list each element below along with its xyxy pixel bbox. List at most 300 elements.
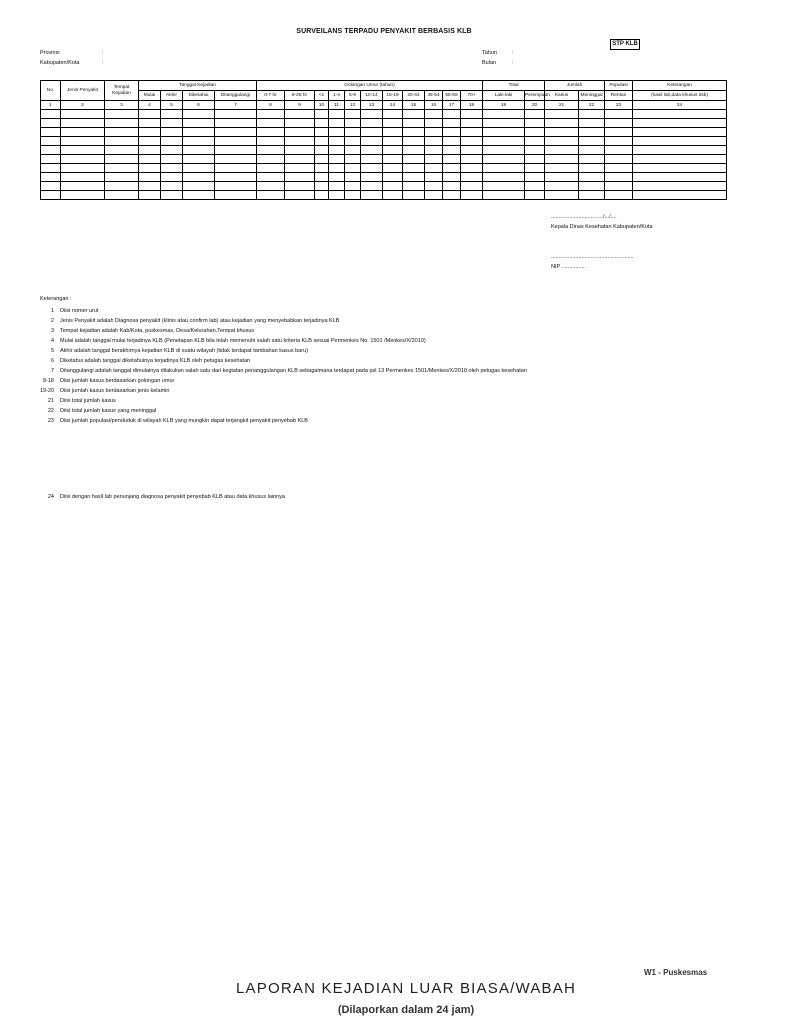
table-cell[interactable] [345, 191, 361, 200]
table-cell[interactable] [285, 155, 315, 164]
table-cell[interactable] [633, 110, 727, 119]
table-cell[interactable] [315, 119, 329, 128]
table-cell[interactable] [315, 164, 329, 173]
table-cell[interactable] [403, 155, 425, 164]
table-cell[interactable] [183, 155, 215, 164]
table-cell[interactable] [257, 164, 285, 173]
table-cell[interactable] [579, 110, 605, 119]
table-cell[interactable] [329, 119, 345, 128]
table-cell[interactable] [461, 146, 483, 155]
table-cell[interactable] [329, 164, 345, 173]
table-cell[interactable] [361, 146, 383, 155]
table-cell[interactable] [483, 119, 525, 128]
table-cell[interactable] [525, 146, 545, 155]
table-cell[interactable] [461, 164, 483, 173]
table-cell[interactable] [633, 191, 727, 200]
sub-age: 45-54 [425, 91, 443, 101]
table-cell[interactable] [525, 173, 545, 182]
table-cell[interactable] [105, 155, 139, 164]
table-cell[interactable] [183, 128, 215, 137]
table-cell[interactable] [525, 191, 545, 200]
table-cell[interactable] [257, 119, 285, 128]
table-cell[interactable] [105, 137, 139, 146]
table-cell[interactable] [579, 173, 605, 182]
table-cell[interactable] [61, 146, 105, 155]
table-cell[interactable] [285, 128, 315, 137]
table-cell[interactable] [425, 128, 443, 137]
table-cell[interactable] [139, 110, 161, 119]
column-number-cell: 24 [633, 101, 727, 110]
table-cell[interactable] [183, 110, 215, 119]
table-cell[interactable] [285, 137, 315, 146]
table-cell[interactable] [345, 128, 361, 137]
table-cell[interactable] [425, 182, 443, 191]
table-cell[interactable] [579, 182, 605, 191]
table-cell[interactable] [383, 128, 403, 137]
klb-report-table [40, 80, 727, 200]
column-number-cell: 14 [383, 101, 403, 110]
table-cell[interactable] [315, 173, 329, 182]
bulan-label: Bulan [482, 60, 497, 66]
table-cell[interactable] [525, 155, 545, 164]
table-cell[interactable] [633, 137, 727, 146]
table-cell[interactable] [403, 173, 425, 182]
table-cell[interactable] [285, 164, 315, 173]
table-body [41, 110, 727, 200]
table-cell[interactable] [139, 128, 161, 137]
table-cell[interactable] [285, 173, 315, 182]
table-cell[interactable] [403, 182, 425, 191]
table-cell[interactable] [361, 191, 383, 200]
table-cell[interactable] [361, 128, 383, 137]
table-cell[interactable] [257, 128, 285, 137]
table-cell[interactable] [545, 191, 579, 200]
table-cell[interactable] [579, 164, 605, 173]
table-cell[interactable] [633, 128, 727, 137]
table-cell[interactable] [329, 137, 345, 146]
table-cell[interactable] [161, 119, 183, 128]
col-total-header: Total [483, 81, 545, 91]
table-cell[interactable] [483, 155, 525, 164]
table-cell[interactable] [605, 173, 633, 182]
note-item [40, 368, 527, 374]
table-cell[interactable] [403, 191, 425, 200]
kabupaten-label: Kabupaten/Kota [40, 60, 80, 66]
table-cell[interactable] [483, 146, 525, 155]
table-cell[interactable] [41, 182, 61, 191]
table-cell[interactable] [41, 155, 61, 164]
sub-rentan: Rentan [605, 91, 633, 101]
table-cell[interactable] [361, 110, 383, 119]
note-text: Diisi total jumlah kasus [60, 398, 116, 404]
table-cell[interactable] [633, 173, 727, 182]
table-cell[interactable] [545, 155, 579, 164]
table-cell[interactable] [315, 146, 329, 155]
table-cell[interactable] [605, 191, 633, 200]
table-cell[interactable] [605, 164, 633, 173]
table-cell[interactable] [605, 110, 633, 119]
table-cell[interactable] [61, 182, 105, 191]
table-cell[interactable] [403, 119, 425, 128]
table-cell[interactable] [215, 164, 257, 173]
table-cell[interactable] [633, 164, 727, 173]
table-cell[interactable] [215, 110, 257, 119]
table-cell[interactable] [483, 128, 525, 137]
column-number-cell: 13 [361, 101, 383, 110]
table-cell[interactable] [105, 173, 139, 182]
table-cell[interactable] [315, 182, 329, 191]
table-cell[interactable] [383, 173, 403, 182]
table-cell[interactable] [41, 173, 61, 182]
table-cell[interactable] [329, 155, 345, 164]
provinsi-colon: : [102, 50, 104, 56]
table-cell[interactable] [579, 191, 605, 200]
table-cell[interactable] [315, 128, 329, 137]
table-cell[interactable] [183, 137, 215, 146]
form-code-badge: STP KLB [610, 39, 640, 50]
table-cell[interactable] [605, 137, 633, 146]
table-row [41, 110, 727, 119]
table-cell[interactable] [257, 110, 285, 119]
table-cell[interactable] [41, 119, 61, 128]
note-item [40, 388, 169, 394]
table-cell[interactable] [461, 182, 483, 191]
notes-heading: Keterangan : [40, 296, 72, 302]
table-cell[interactable] [525, 137, 545, 146]
table-cell[interactable] [139, 155, 161, 164]
table-cell[interactable] [61, 137, 105, 146]
table-cell[interactable] [183, 119, 215, 128]
table-cell[interactable] [545, 182, 579, 191]
table-cell[interactable] [257, 155, 285, 164]
table-cell[interactable] [41, 164, 61, 173]
table-cell[interactable] [215, 119, 257, 128]
table-cell[interactable] [545, 146, 579, 155]
table-cell[interactable] [285, 119, 315, 128]
note-number: 5 [50, 348, 54, 354]
table-cell[interactable] [461, 137, 483, 146]
table-cell[interactable] [105, 119, 139, 128]
table-cell[interactable] [285, 182, 315, 191]
table-cell[interactable] [579, 155, 605, 164]
table-cell[interactable] [161, 173, 183, 182]
table-cell[interactable] [525, 128, 545, 137]
table-cell[interactable] [361, 155, 383, 164]
sub-diketahui: Diketahui [183, 91, 215, 101]
table-cell[interactable] [161, 164, 183, 173]
table-cell[interactable] [285, 146, 315, 155]
table-cell[interactable] [329, 110, 345, 119]
table-cell[interactable] [483, 110, 525, 119]
col-keterangan-header: Keterangan [633, 81, 727, 91]
table-cell[interactable] [315, 110, 329, 119]
table-cell[interactable] [105, 146, 139, 155]
table-cell[interactable] [61, 119, 105, 128]
table-cell[interactable] [139, 119, 161, 128]
column-number-cell: 4 [139, 101, 161, 110]
table-cell[interactable] [215, 146, 257, 155]
table-cell[interactable] [345, 164, 361, 173]
note-text: Diisi total jumlah kasus yang meninggal [60, 408, 157, 414]
table-cell[interactable] [579, 119, 605, 128]
table-cell[interactable] [383, 146, 403, 155]
table-cell[interactable] [61, 155, 105, 164]
table-header-row-1 [41, 81, 727, 91]
table-cell[interactable] [383, 182, 403, 191]
table-cell[interactable] [183, 146, 215, 155]
table-cell[interactable] [483, 182, 525, 191]
sub-age: 70+ [461, 91, 483, 101]
table-cell[interactable] [383, 164, 403, 173]
table-cell[interactable] [183, 173, 215, 182]
column-number-cell: 16 [425, 101, 443, 110]
table-row [41, 191, 727, 200]
table-cell[interactable] [545, 110, 579, 119]
table-cell[interactable] [545, 128, 579, 137]
table-cell[interactable] [215, 191, 257, 200]
table-row [41, 128, 727, 137]
table-cell[interactable] [139, 191, 161, 200]
table-cell[interactable] [579, 128, 605, 137]
table-cell[interactable] [525, 119, 545, 128]
table-cell[interactable] [443, 119, 461, 128]
table-cell[interactable] [329, 182, 345, 191]
table-cell[interactable] [161, 191, 183, 200]
note-text: Diisi dengan hasil lab penunjang diagnosa penyakit penyebab KLB atau data khusus lainnya [60, 494, 286, 500]
table-cell[interactable] [161, 110, 183, 119]
table-cell[interactable] [443, 191, 461, 200]
table-cell[interactable] [443, 155, 461, 164]
table-cell[interactable] [443, 164, 461, 173]
table-cell[interactable] [425, 155, 443, 164]
table-cell[interactable] [545, 119, 579, 128]
table-cell[interactable] [545, 173, 579, 182]
table-cell[interactable] [345, 137, 361, 146]
note-text: Jenis Penyakit adalah Diagnosa penyakit (klinis atau confirm lab) atau kejadian yang menyebabkan terjadinya KLB [60, 318, 340, 324]
table-cell[interactable] [545, 137, 579, 146]
table-cell[interactable] [383, 119, 403, 128]
table-cell[interactable] [345, 173, 361, 182]
table-cell[interactable] [383, 137, 403, 146]
table-cell[interactable] [525, 164, 545, 173]
table-cell[interactable] [215, 128, 257, 137]
table-cell[interactable] [257, 137, 285, 146]
table-cell[interactable] [361, 164, 383, 173]
table-cell[interactable] [345, 155, 361, 164]
note-number: 19-20 [40, 388, 55, 394]
table-cell[interactable] [183, 164, 215, 173]
table-cell[interactable] [361, 173, 383, 182]
sub-age: 20-44 [403, 91, 425, 101]
table-row [41, 173, 727, 182]
sub-age: 8-28 hr [285, 91, 315, 101]
table-cell[interactable] [403, 128, 425, 137]
table-cell[interactable] [425, 110, 443, 119]
table-cell[interactable] [443, 128, 461, 137]
table-cell[interactable] [139, 164, 161, 173]
sub-age: 5-9 [345, 91, 361, 101]
table-cell[interactable] [633, 119, 727, 128]
note-number: 21 [47, 398, 54, 404]
table-cell[interactable] [403, 164, 425, 173]
table-cell[interactable] [215, 182, 257, 191]
note-text: Tempat kejadian adalah Kab/Kota, puskesmas, Desa/Kelurahan,Tempat khusus [60, 328, 255, 334]
table-cell[interactable] [545, 164, 579, 173]
table-cell[interactable] [315, 155, 329, 164]
table-cell[interactable] [315, 191, 329, 200]
table-cell[interactable] [483, 137, 525, 146]
table-cell[interactable] [139, 146, 161, 155]
table-cell[interactable] [605, 119, 633, 128]
table-cell[interactable] [443, 182, 461, 191]
table-cell[interactable] [425, 137, 443, 146]
table-cell[interactable] [345, 146, 361, 155]
table-cell[interactable] [345, 119, 361, 128]
table-cell[interactable] [579, 146, 605, 155]
table-cell[interactable] [315, 137, 329, 146]
table-cell[interactable] [461, 191, 483, 200]
table-cell[interactable] [183, 191, 215, 200]
table-cell[interactable] [61, 191, 105, 200]
table-cell[interactable] [461, 128, 483, 137]
table-cell[interactable] [161, 155, 183, 164]
note-text: Mulai adalah tanggal mulai terjadinya KLB (Penetapan KLB bila telah memenuhi salah satu kriteria KLB sesuai Permenkes No. 1501 /Menkes/X/2010) [60, 338, 426, 344]
table-cell[interactable] [461, 173, 483, 182]
table-cell[interactable] [383, 191, 403, 200]
note-number: 1 [50, 308, 54, 314]
table-cell[interactable] [215, 173, 257, 182]
table-cell[interactable] [41, 128, 61, 137]
table-cell[interactable] [579, 137, 605, 146]
table-cell[interactable] [329, 173, 345, 182]
table-cell[interactable] [257, 191, 285, 200]
table-cell[interactable] [105, 191, 139, 200]
table-cell[interactable] [161, 182, 183, 191]
sub-meninggal: Meninggal [579, 91, 605, 101]
table-cell[interactable] [41, 110, 61, 119]
table-cell[interactable] [383, 110, 403, 119]
table-cell[interactable] [443, 146, 461, 155]
table-cell[interactable] [461, 155, 483, 164]
table-cell[interactable] [361, 119, 383, 128]
table-cell[interactable] [285, 191, 315, 200]
table-cell[interactable] [633, 146, 727, 155]
table-cell[interactable] [61, 173, 105, 182]
table-cell[interactable] [329, 128, 345, 137]
table-cell[interactable] [161, 137, 183, 146]
table-cell[interactable] [461, 110, 483, 119]
table-cell[interactable] [105, 182, 139, 191]
table-cell[interactable] [443, 137, 461, 146]
table-cell[interactable] [425, 119, 443, 128]
table-cell[interactable] [257, 146, 285, 155]
table-cell[interactable] [361, 182, 383, 191]
table-cell[interactable] [605, 155, 633, 164]
table-cell[interactable] [403, 110, 425, 119]
sub-age: 15-19 [383, 91, 403, 101]
table-cell[interactable] [139, 182, 161, 191]
table-cell[interactable] [41, 146, 61, 155]
table-cell[interactable] [215, 155, 257, 164]
table-cell[interactable] [257, 173, 285, 182]
table-row [41, 146, 727, 155]
table-cell[interactable] [345, 182, 361, 191]
table-cell[interactable] [139, 137, 161, 146]
table-cell[interactable] [525, 110, 545, 119]
table-cell[interactable] [105, 164, 139, 173]
table-cell[interactable] [329, 191, 345, 200]
table-cell[interactable] [443, 173, 461, 182]
table-cell[interactable] [483, 164, 525, 173]
note-text: Akhir adalah tanggal berakhirnya kejadian KLB di suatu wilayah (tidak terdapat tambahan kasus baru) [60, 348, 308, 354]
table-cell[interactable] [605, 128, 633, 137]
table-cell[interactable] [425, 173, 443, 182]
table-cell[interactable] [461, 119, 483, 128]
table-cell[interactable] [345, 110, 361, 119]
note-text: Diisi jumlah kasus berdasarkan golongan umur [60, 378, 175, 384]
table-cell[interactable] [483, 191, 525, 200]
bulan-field [482, 60, 542, 67]
table-cell[interactable] [183, 182, 215, 191]
table-cell[interactable] [105, 128, 139, 137]
note-number: 23 [47, 418, 54, 424]
table-cell[interactable] [61, 110, 105, 119]
footer-form-code: W1 - Puskesmas [644, 968, 708, 977]
table-cell[interactable] [403, 146, 425, 155]
column-number-cell: 21 [545, 101, 579, 110]
table-cell[interactable] [425, 146, 443, 155]
table-cell[interactable] [633, 182, 727, 191]
table-cell[interactable] [443, 110, 461, 119]
table-cell[interactable] [605, 146, 633, 155]
table-cell[interactable] [161, 128, 183, 137]
table-cell[interactable] [285, 110, 315, 119]
table-cell[interactable] [383, 155, 403, 164]
col-golongan-header: Golongan Umur (tahun) [257, 81, 483, 91]
table-cell[interactable] [425, 191, 443, 200]
table-cell[interactable] [41, 191, 61, 200]
column-number-cell: 9 [285, 101, 315, 110]
table-cell[interactable] [215, 137, 257, 146]
table-cell[interactable] [41, 137, 61, 146]
table-cell[interactable] [105, 110, 139, 119]
table-cell[interactable] [525, 182, 545, 191]
column-number-row [41, 101, 727, 110]
column-number-cell: 15 [403, 101, 425, 110]
table-cell[interactable] [403, 137, 425, 146]
note-item [40, 338, 426, 344]
form-title: SURVEILANS TERPADU PENYAKIT BERBASIS KLB [296, 28, 472, 35]
table-cell[interactable] [605, 182, 633, 191]
table-cell[interactable] [61, 164, 105, 173]
column-number-cell: 6 [183, 101, 215, 110]
note-item [40, 318, 339, 324]
table-cell[interactable] [361, 137, 383, 146]
table-cell[interactable] [61, 128, 105, 137]
note-item [40, 378, 174, 384]
table-cell[interactable] [425, 164, 443, 173]
table-cell[interactable] [257, 182, 285, 191]
table-cell[interactable] [483, 173, 525, 182]
table-cell[interactable] [161, 146, 183, 155]
sub-age: 1-4 [329, 91, 345, 101]
column-number-cell: 3 [105, 101, 139, 110]
table-cell[interactable] [329, 146, 345, 155]
sub-kasus: Kasus [545, 91, 579, 101]
table-cell[interactable] [139, 173, 161, 182]
sub-age: 55-69 [443, 91, 461, 101]
table-cell[interactable] [633, 155, 727, 164]
